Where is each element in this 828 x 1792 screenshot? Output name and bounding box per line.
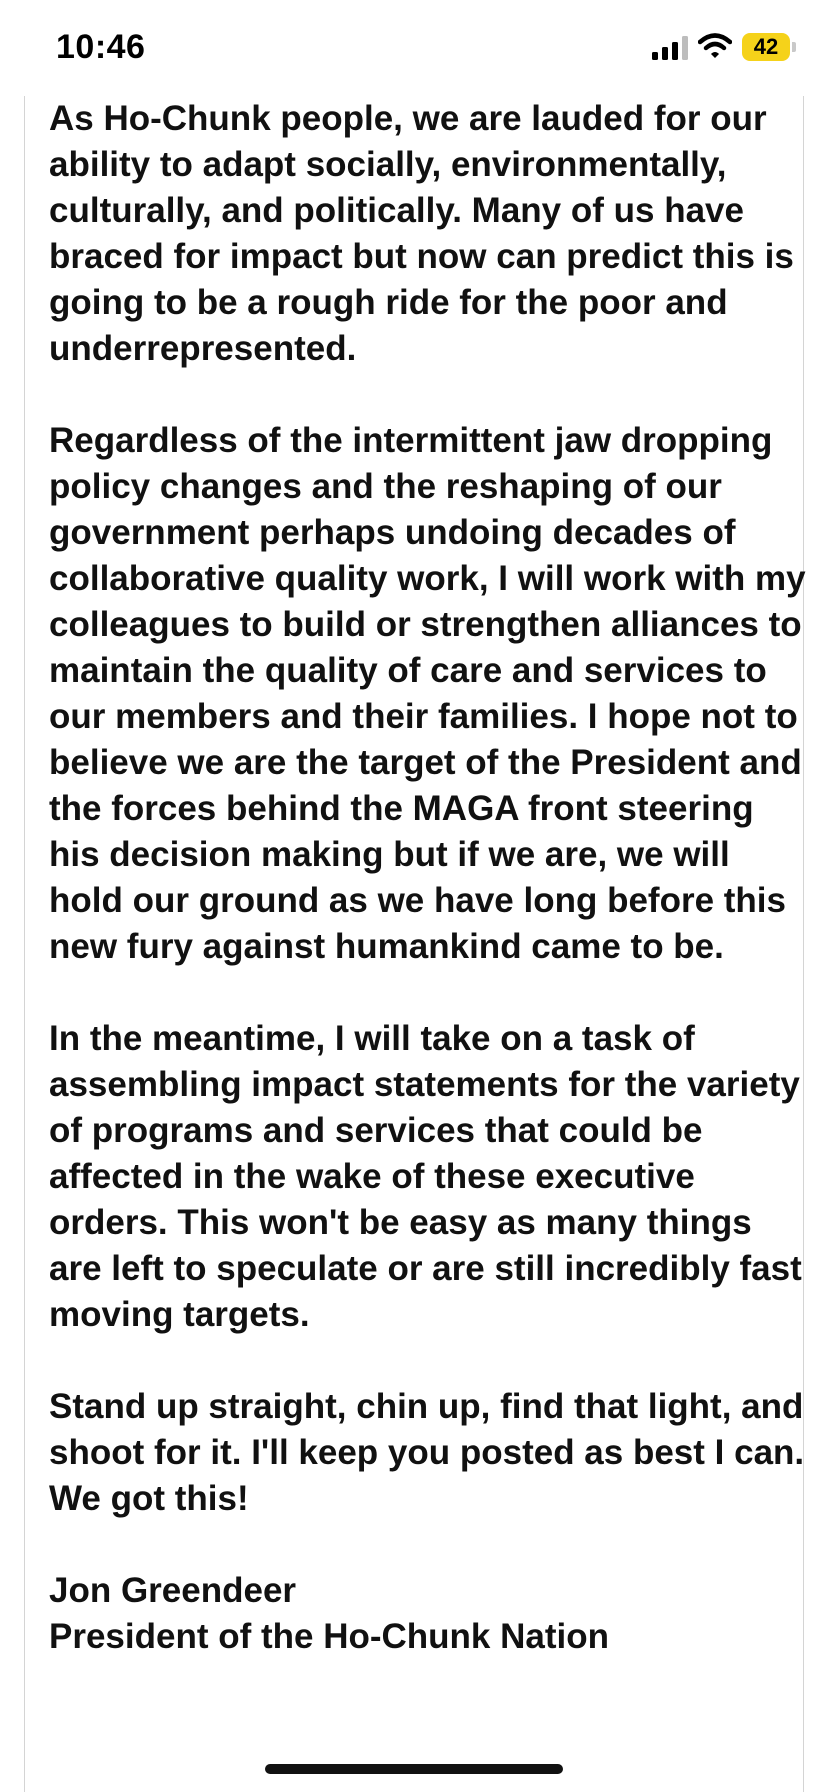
home-indicator[interactable] bbox=[265, 1764, 563, 1774]
post-body bbox=[49, 96, 809, 1660]
post-paragraph: In the meantime, I will take on a task of assembling impact statements for the variety of programs and services that could be affected in the wake of these executive orders. This won't be easy as many things are left to speculate or are still incredibly fast moving targets. bbox=[49, 1019, 802, 1334]
post-card bbox=[24, 96, 804, 1792]
battery-cap bbox=[792, 42, 796, 52]
battery-icon bbox=[742, 33, 790, 61]
status-time: 10:46 bbox=[56, 28, 146, 66]
wifi-icon bbox=[698, 32, 732, 60]
signal-icon bbox=[652, 36, 688, 60]
status-bar bbox=[0, 0, 828, 96]
battery-level: 42 bbox=[753, 34, 779, 59]
post-paragraph: Stand up straight, chin up, find that light, and shoot for it. I'll keep you posted as best I can. We got this! bbox=[49, 1387, 805, 1518]
post-paragraph: As Ho-Chunk people, we are lauded for our ability to adapt socially, environmentally, culturally, and politically. Many of us have braced for impact but now can predict this is going to be a rough ride for the poor and underrepresented. bbox=[49, 99, 794, 368]
signature-name: Jon Greendeer bbox=[49, 1571, 297, 1610]
signature-title: President of the Ho-Chunk Nation bbox=[49, 1617, 609, 1656]
post-paragraph: Regardless of the intermittent jaw dropping policy changes and the reshaping of our government perhaps undoing decades of collaborative quality work, I will work with my colleagues to build or strengthen alliances to maintain the quality of care and services to our members and their families. I hope not to believe we are the target of the President and the forces behind the MAGA front steering his decision making but if we are, we will hold our ground as we have long before this new fury against humankind came to be. bbox=[49, 421, 806, 966]
